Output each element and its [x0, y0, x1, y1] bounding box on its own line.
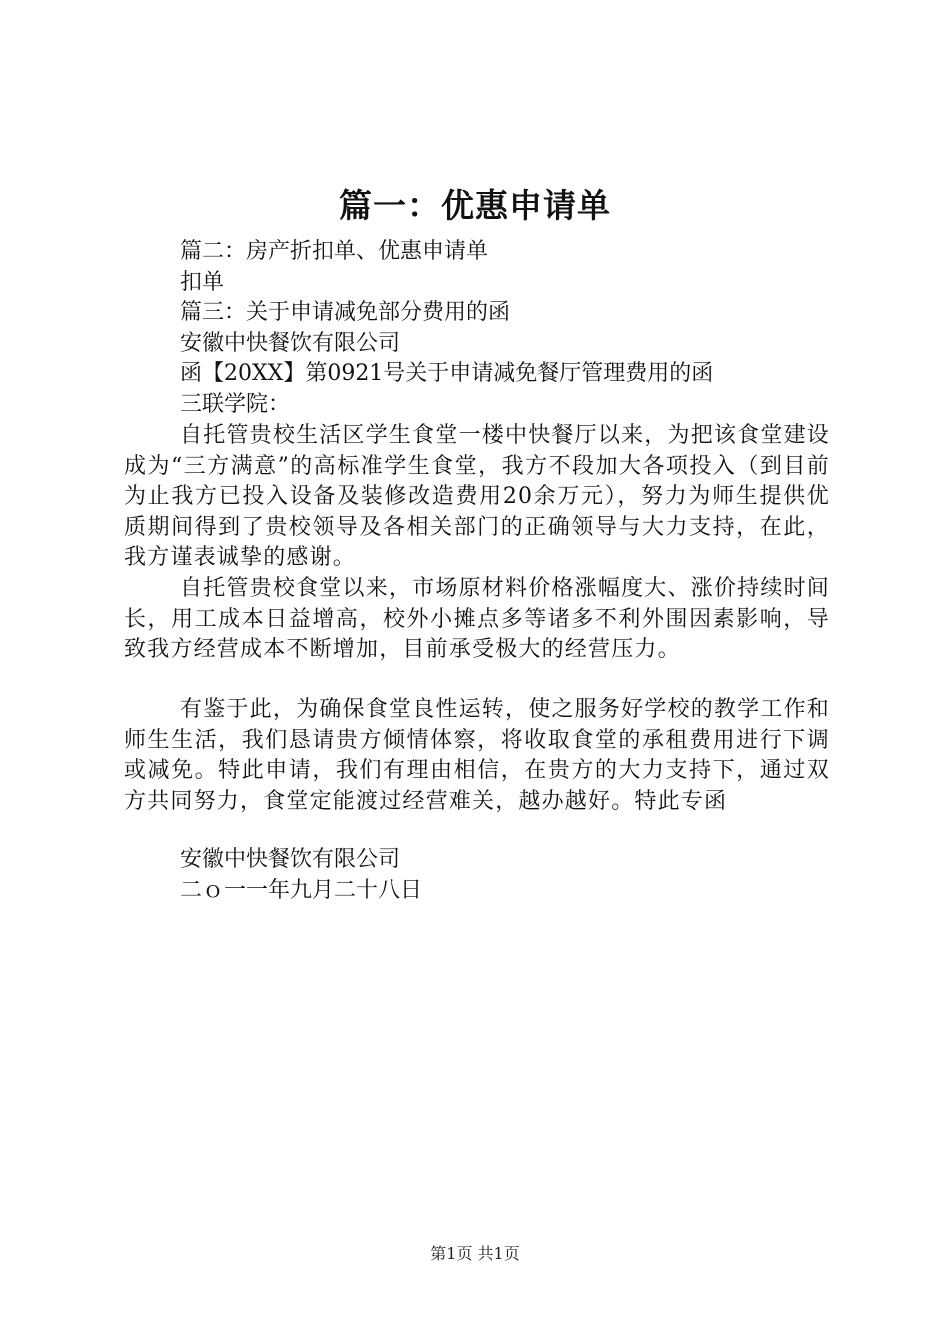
- paragraph-3: 有鉴于此，为确保食堂良性运转，使之服务好学校的教学工作和师生生活，我们恳请贵方倾情体察，将收取食堂的承租费用进行下调或减免。特此申请，我们有理由相信，在贵方的大力支持下，通过双方共同努力，食堂定能渡过经营难关，越办越好。特此专函: [124, 697, 830, 814]
- page-footer: 第1页 共1页: [430, 1244, 520, 1263]
- line-discount: 扣单: [180, 270, 225, 295]
- line-part-two: 篇二：房产折扣单、优惠申请单: [180, 239, 489, 264]
- line-letter-number: 函【20XX】第0921号关于申请减免餐厅管理费用的函: [180, 361, 714, 386]
- line-part-three: 篇三：关于申请减免部分费用的函: [180, 300, 511, 325]
- signature-date: 二ｏ一一年九月二十八日: [180, 878, 423, 903]
- line-addressee: 三联学院：: [180, 392, 291, 417]
- paragraph-2: 自托管贵校食堂以来，市场原材料价格涨幅度大、涨价持续时间长，用工成本日益增高，校外小摊点多等诸多不利外围因素影响，导致我方经营成本不断增加，目前承受极大的经营压力。: [124, 576, 830, 662]
- signature-company: 安徽中快餐饮有限公司: [180, 847, 401, 872]
- line-company: 安徽中快餐饮有限公司: [180, 331, 401, 356]
- document-title: 篇一：优惠申请单: [339, 186, 611, 225]
- paragraph-1: 自托管贵校生活区学生食堂一楼中快餐厅以来，为把该食堂建设成为“三方满意”的高标准学生食堂，我方不段加大各项投入（到目前为止我方已投入设备及装修改造费用20余万元），努力为师生提供优质期间得到了贵校领导及各相关部门的正确领导与大力支持，在此，我方谨表诚挚的感谢。: [124, 423, 830, 570]
